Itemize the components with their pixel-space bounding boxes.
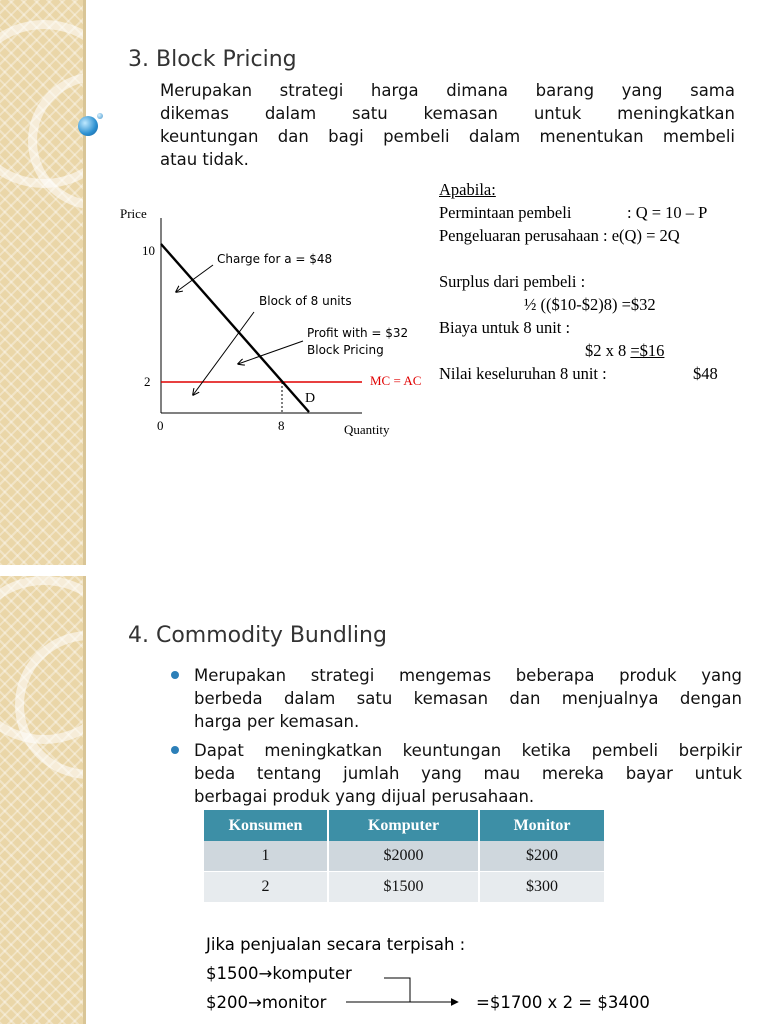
tick-label-10: 10 [142, 243, 155, 258]
total-label: Nilai keseluruhan 8 unit : [439, 364, 607, 383]
bullet-line: beda tentang jumlah yang mau mereka bayar untuk [194, 764, 742, 783]
tick-label-2: 2 [144, 374, 151, 389]
tick-label-0: 0 [157, 418, 164, 433]
table-cell: $1500 [328, 872, 479, 903]
price-axis-label: Price [120, 206, 147, 221]
bullet-line: berbagai produk yang dijual perusahaan. [194, 787, 535, 806]
bundle-result: =$1700 x 2 = $3400 [476, 993, 650, 1012]
cost8-expression: $2 x 8 [585, 341, 631, 360]
bracket-line [346, 978, 410, 1002]
cost8-result: =$16 [630, 341, 665, 360]
bullet-line: Merupakan strategi mengemas beberapa produk yang [194, 666, 742, 685]
cost8-label: Biaya untuk 8 unit : [439, 318, 571, 337]
description-line: atau tidak. [160, 150, 249, 169]
cost-function: Pengeluaran perusahaan : e(Q) = 2Q [439, 226, 680, 245]
komputer-price-line: $1500→komputer [206, 964, 352, 983]
table-header: Konsumen [204, 810, 328, 841]
surplus-label: Surplus dari pembeli : [439, 272, 586, 291]
table-cell: 2 [204, 872, 328, 903]
description-line: keuntungan dan bagi pembeli dalam menentukan membeli [160, 127, 735, 146]
table-header: Monitor [479, 810, 604, 841]
table-cell: $200 [479, 841, 604, 872]
profit-annotation-line2: Block Pricing [307, 343, 384, 357]
table-cell: $300 [479, 872, 604, 903]
mc-ac-label: MC = AC [370, 373, 422, 388]
tick-label-8: 8 [278, 418, 285, 433]
bullet-line: Dapat meningkatkan keuntungan ketika pembeli berpikir [194, 741, 742, 760]
demand-label: D [305, 391, 316, 406]
profit-annotation-line1: Profit with = $32 [307, 326, 409, 340]
monitor-price-line: $200→monitor [206, 993, 327, 1012]
description-line: Merupakan strategi harga dimana barang yang sama [160, 81, 735, 100]
bullet-line: berbeda dalam satu kemasan dan menjualnya dengan [194, 689, 742, 708]
quantity-axis-label: Quantity [344, 422, 390, 437]
slide-title: 4. Commodity Bundling [128, 623, 387, 648]
calc-heading: Apabila: [439, 180, 496, 199]
bullet-line: harga per kemasan. [194, 712, 360, 731]
demand-label: Permintaan pembeli [439, 203, 572, 222]
total-value: $48 [693, 364, 718, 383]
table-cell: $2000 [328, 841, 479, 872]
block-annotation: Block of 8 units [259, 294, 352, 308]
description-line: dikemas dalam satu kemasan untuk meningkatkan [160, 104, 735, 123]
separate-sale-heading: Jika penjualan secara terpisah : [206, 935, 466, 954]
charge-annotation: Charge for a = $48 [217, 252, 333, 266]
table-header: Komputer [328, 810, 479, 841]
surplus-equation: ½ (($10-$2)8) =$32 [524, 295, 656, 314]
slide-title: 3. Block Pricing [128, 47, 297, 72]
demand-equation: : Q = 10 – P [627, 203, 708, 222]
table-cell: 1 [204, 841, 328, 872]
